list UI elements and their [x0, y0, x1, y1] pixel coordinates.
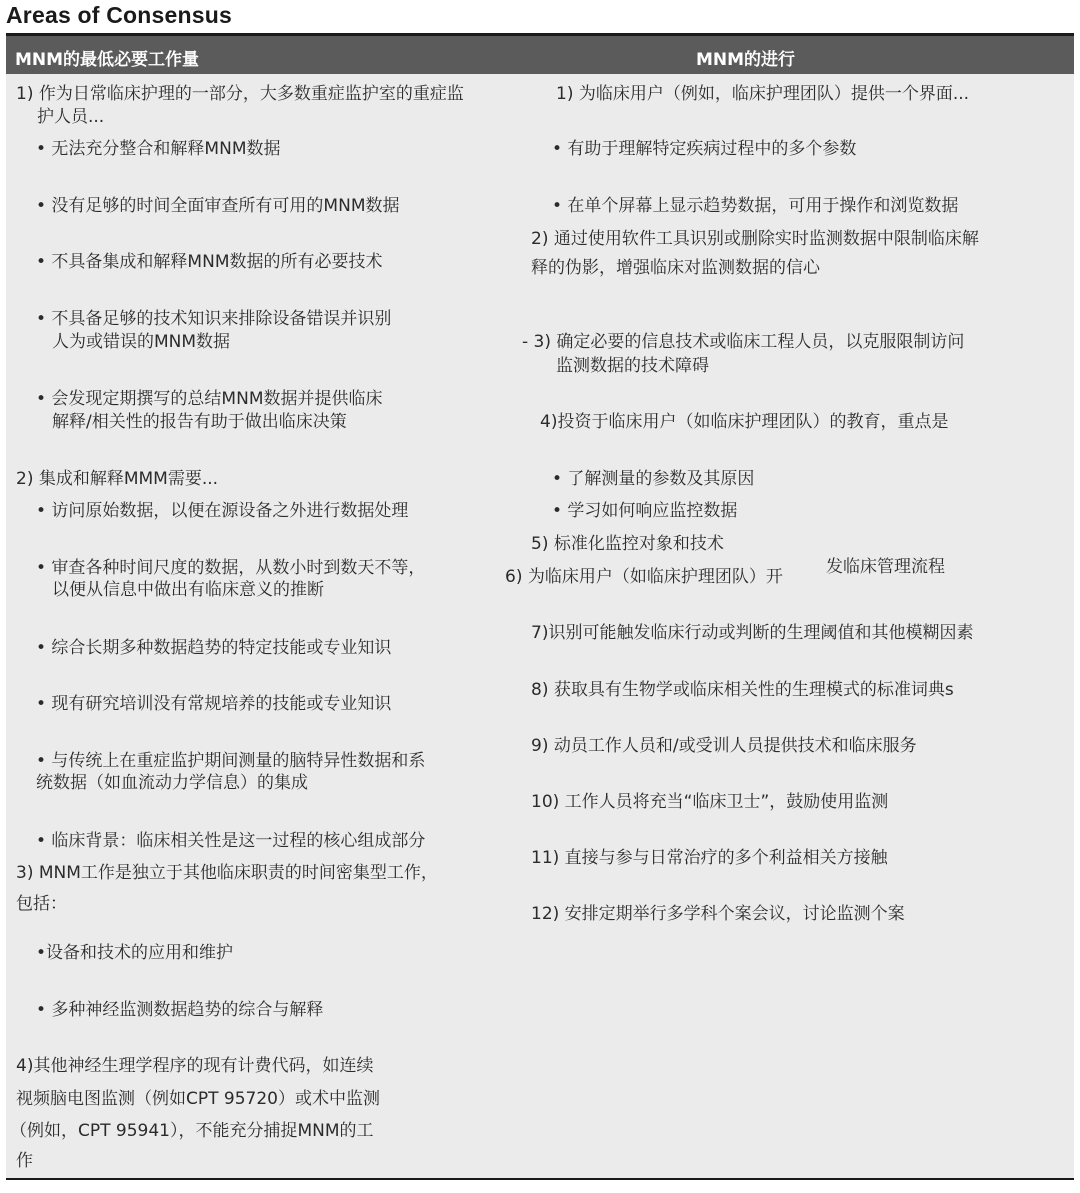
right-item-6: 6) 为临床用户（如临床护理团队）开	[505, 567, 783, 587]
left-bullet-5: • 会发现定期撰写的总结MNM数据并提供临床	[36, 389, 383, 409]
right-bullet-3: • 了解测量的参数及其原因	[552, 469, 755, 489]
left-bullet-6: • 访问原始数据，以便在源设备之外进行数据处理	[36, 501, 409, 521]
right-item-4: 4)投资于临床用户（如临床护理团队）的教育，重点是	[540, 412, 949, 432]
left-item-4-cont-2: （例如，CPT 95941），不能充分捕捉MNM的工	[10, 1121, 374, 1141]
right-item-9: 9) 动员工作人员和/或受训人员提供技术和临床服务	[531, 736, 917, 756]
left-bullet-9: • 现有研究培训没有常规培养的技能或专业知识	[36, 694, 392, 714]
left-item-4: 4)其他神经生理学程序的现有计费代码，如连续	[16, 1056, 374, 1076]
left-item-4-cont-1: 视频脑电图监测（例如CPT 95720）或术中监测	[16, 1089, 380, 1109]
right-item-2-cont: 释的伪影，增强临床对监测数据的信心	[531, 258, 820, 278]
right-item-12: 12) 安排定期举行多学科个案会议，讨论监测个案	[531, 904, 905, 924]
left-bullet-10-cont: 统数据（如血流动力学信息）的集成	[36, 773, 308, 793]
header-col-conduct: MNM的进行	[696, 50, 796, 70]
left-bullet-2: • 没有足够的时间全面审查所有可用的MNM数据	[36, 196, 400, 216]
left-item-2: 2) 集成和解释MMM需要...	[16, 469, 219, 489]
right-bullet-4: • 学习如何响应监控数据	[552, 501, 738, 521]
table-header	[6, 36, 1074, 74]
section-title: Areas of Consensus	[6, 2, 232, 28]
left-item-1: 1) 作为日常临床护理的一部分，大多数重症监护室的重症监	[16, 84, 464, 104]
left-bullet-3: • 不具备集成和解释MNM数据的所有必要技术	[36, 252, 383, 272]
left-bullet-1: • 无法充分整合和解释MNM数据	[36, 139, 281, 159]
right-item-2: 2) 通过使用软件工具识别或删除实时监测数据中限制临床解	[531, 229, 979, 249]
right-item-1: 1) 为临床用户（例如，临床护理团队）提供一个界面...	[556, 84, 970, 104]
left-bullet-4-cont: 人为或错误的MNM数据	[52, 332, 231, 352]
right-bullet-1: • 有助于理解特定疾病过程中的多个参数	[552, 139, 857, 159]
left-bullet-7: • 审查各种时间尺度的数据，从数小时到数天不等，	[36, 558, 426, 578]
right-item-10: 10) 工作人员将充当“临床卫士”，鼓励使用监测	[531, 792, 889, 812]
left-bullet-10: • 与传统上在重症监护期间测量的脑特异性数据和系	[36, 751, 426, 771]
left-bullet-13: • 多种神经监测数据趋势的综合与解释	[36, 1000, 324, 1020]
left-item-3-cont: 包括：	[16, 894, 67, 914]
right-item-3: - 3) 确定必要的信息技术或临床工程人员，以克服限制访问	[522, 332, 965, 352]
left-bullet-5-cont: 解释/相关性的报告有助于做出临床决策	[52, 412, 347, 432]
bottom-rule	[6, 1178, 1074, 1180]
left-item-1-cont: 护人员...	[37, 107, 105, 127]
right-item-11: 11) 直接与参与日常治疗的多个利益相关方接触	[531, 848, 888, 868]
right-item-3-cont: 监测数据的技术障碍	[556, 356, 709, 376]
header-col-workload: MNM的最低必要工作量	[15, 50, 200, 70]
right-item-6-cont: 发临床管理流程	[826, 557, 945, 577]
right-bullet-2: • 在单个屏幕上显示趋势数据，可用于操作和浏览数据	[552, 196, 959, 216]
left-bullet-11: • 临床背景：临床相关性是这一过程的核心组成部分	[36, 831, 426, 851]
right-item-7: 7)识别可能触发临床行动或判断的生理阈值和其他模糊因素	[531, 623, 974, 643]
right-item-5: 5) 标准化监控对象和技术	[531, 534, 724, 554]
left-bullet-7-cont: 以便从信息中做出有临床意义的推断	[52, 580, 324, 600]
left-bullet-12: •设备和技术的应用和维护	[36, 943, 234, 963]
left-bullet-8: • 综合长期多种数据趋势的特定技能或专业知识	[36, 638, 392, 658]
right-item-8: 8) 获取具有生物学或临床相关性的生理模式的标准词典s	[531, 680, 954, 700]
left-bullet-4: • 不具备足够的技术知识来排除设备错误并识别	[36, 309, 392, 329]
left-item-3: 3) MNM工作是独立于其他临床职责的时间密集型工作，	[16, 863, 438, 883]
left-item-4-cont-3: 作	[16, 1151, 33, 1171]
